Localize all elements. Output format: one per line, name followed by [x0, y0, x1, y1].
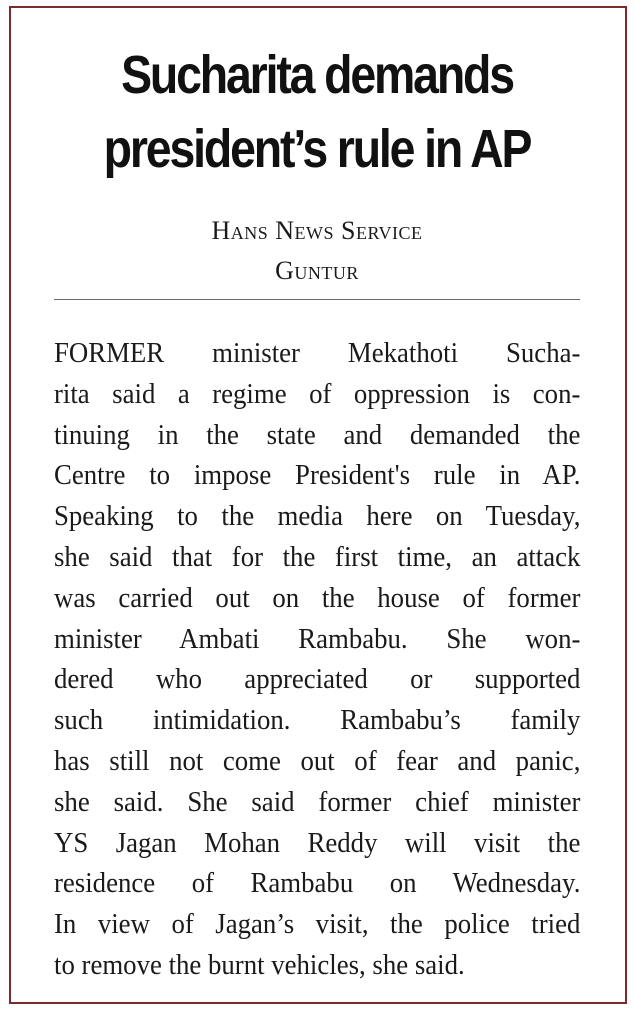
article-body [54, 334, 581, 987]
body-line: residence of Rambabu on Wednesday. [54, 868, 581, 900]
body-line: In view of Jagan’s visit, the police tried [54, 909, 581, 941]
body-line: such intimidation. Rambabu’s family [54, 705, 581, 737]
byline-location: Guntur [275, 256, 359, 285]
byline-agency: Hans News Service [211, 216, 423, 245]
body-line: dered who appreciated or supported [54, 664, 581, 696]
body-line: minister Ambati Rambabu. She won- [54, 623, 581, 655]
body-line: she said that for the first time, an attack [54, 541, 581, 573]
headline [44, 38, 589, 186]
body-line: Centre to impose President's rule in AP. [54, 460, 581, 492]
headline-line: Sucharita demands [121, 45, 513, 105]
body-line: tinuing in the state and demanded the [54, 419, 581, 451]
body-line: to remove the burnt vehicles, she said. [54, 949, 465, 981]
body-line: was carried out on the house of former [54, 582, 581, 614]
body-line: YS Jagan Mohan Reddy will visit the [54, 827, 581, 859]
body-line: FORMER minister Mekathoti Sucha- [54, 338, 581, 369]
body-line: rita said a regime of oppression is con- [54, 378, 581, 410]
body-line: has still not come out of fear and panic, [54, 745, 581, 777]
headline-line: president’s rule in AP [103, 119, 531, 179]
body-line: Speaking to the media here on Tuesday, [54, 501, 581, 533]
divider-rule [54, 299, 580, 300]
body-line: she said. She said former chief minister [54, 786, 581, 818]
